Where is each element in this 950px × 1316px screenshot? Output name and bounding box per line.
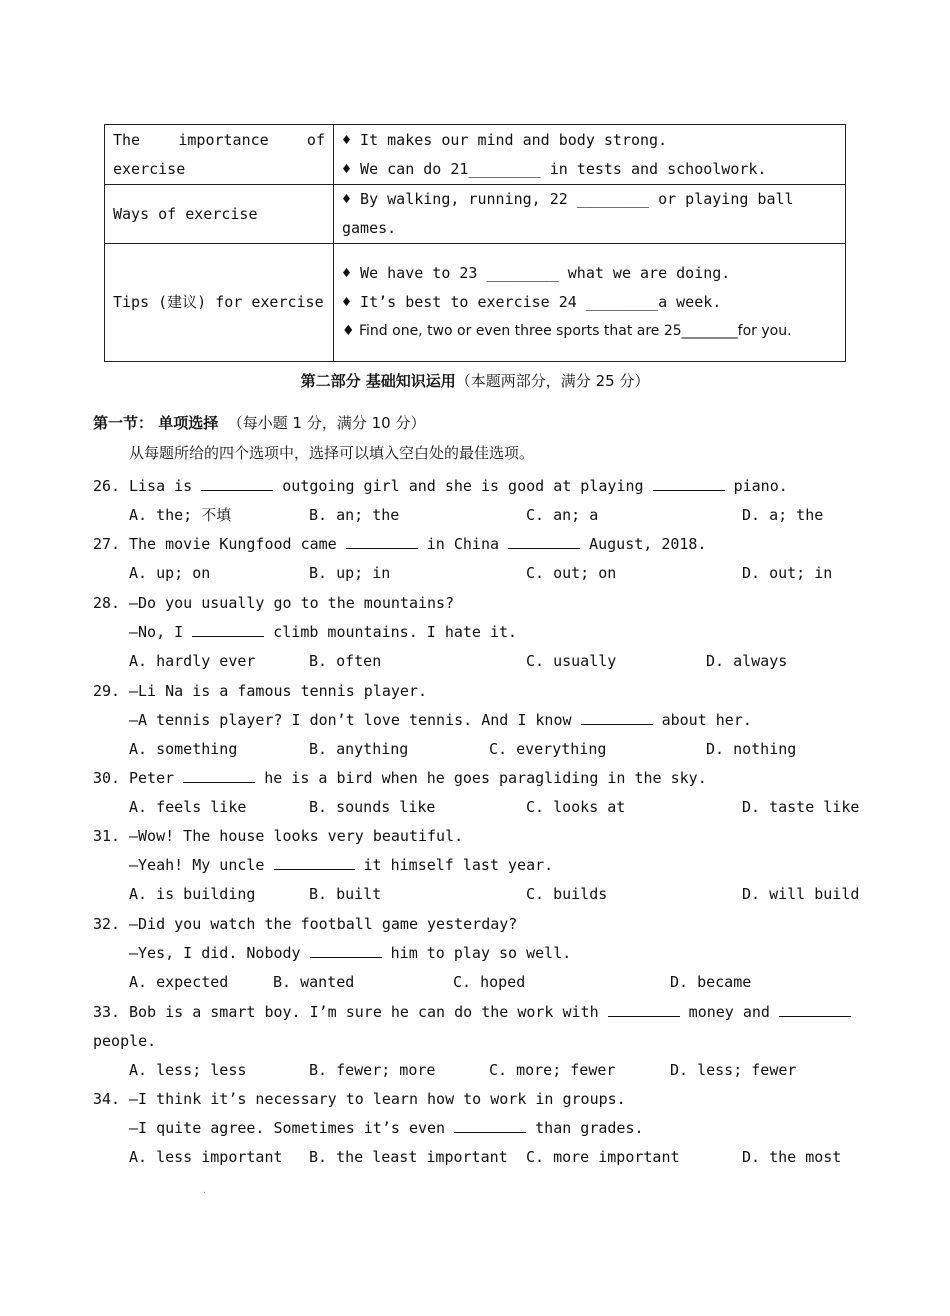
question-text: Peter he is a bird when he goes paragliding in the sky. [129, 764, 707, 793]
answer-option: C. looks at [526, 798, 626, 816]
question-text: —I quite agree. Sometimes it’s even than grades. [129, 1114, 644, 1143]
answer-option: A. less important [129, 1148, 283, 1166]
answer-option: B. wanted [273, 973, 355, 991]
answer-option: D. will build [742, 885, 860, 903]
answer-option: B. fewer; more [309, 1061, 436, 1079]
list-item: ♦ It makes our mind and body strong. [342, 130, 668, 149]
answer-blank [454, 1116, 526, 1133]
answer-option: A. something [129, 740, 238, 758]
row-content [334, 244, 846, 362]
answer-option: C. usually [526, 652, 617, 670]
answer-option: B. the least important [309, 1148, 508, 1166]
question-text: —I think it’s necessary to learn how to work in groups. [129, 1090, 626, 1108]
question-number: 28. [93, 594, 121, 612]
list-item: ♦ We can do 21________ in tests and schoolwork. [342, 159, 767, 178]
answer-option: A. the; 不填 [129, 506, 232, 524]
answer-blank [608, 1000, 680, 1017]
question-number: 33. [93, 1003, 121, 1021]
row-content [334, 185, 846, 244]
answer-option: D. less; fewer [670, 1061, 797, 1079]
answer-option: A. less; less [129, 1061, 247, 1079]
answer-option: C. builds [526, 885, 608, 903]
answer-option: B. anything [309, 740, 409, 758]
instruction: 从每题所给的四个选项中，选择可以填入空白处的最佳选项。 [129, 444, 535, 462]
answer-option: A. up; on [129, 564, 211, 582]
answer-blank [508, 532, 580, 549]
answer-option: C. out; on [526, 564, 617, 582]
answer-blank [201, 474, 273, 491]
list-item: ♦ Find one, two or even three sports that are 25________for you. [342, 323, 792, 339]
question-text: —A tennis player? I don’t love tennis. And I know about her. [129, 706, 752, 735]
list-item: ♦ It’s best to exercise 24 ________a week. [342, 293, 722, 311]
answer-option: B. up; in [309, 564, 391, 582]
answer-option: D. taste like [742, 798, 860, 816]
answer-option: A. expected [129, 973, 229, 991]
question-number: 32. [93, 915, 121, 933]
question-text: —Yes, I did. Nobody him to play so well. [129, 939, 571, 968]
answer-option: D. the most [742, 1148, 842, 1166]
question-text: Bob is a smart boy. I’m sure he can do the work with money and [129, 998, 851, 1027]
section-title [0, 370, 950, 392]
table-row [105, 244, 846, 362]
answer-blank [346, 532, 418, 549]
answer-option: A. hardly ever [129, 652, 256, 670]
answer-option: A. feels like [129, 798, 247, 816]
question-text: —No, I climb mountains. I hate it. [129, 618, 517, 647]
question-number: 26. [93, 477, 121, 495]
table-row [105, 185, 846, 244]
row-content [334, 125, 846, 185]
row-label-text: The importance of exercise [113, 130, 325, 178]
answer-option: D. a; the [742, 506, 824, 524]
answer-option: D. nothing [706, 740, 797, 758]
answer-option: B. often [309, 652, 382, 670]
question-number: 31. [93, 827, 121, 845]
answer-option: B. sounds like [309, 798, 436, 816]
answer-blank [779, 1000, 851, 1017]
table-row [105, 125, 846, 185]
question-text: —Yeah! My uncle it himself last year. [129, 851, 553, 880]
list-item: ♦ By walking, running, 22 ________ or playing ball games. [342, 190, 794, 237]
question-text: Lisa is outgoing girl and she is good at playing piano. [129, 472, 788, 501]
answer-option: C. more; fewer [489, 1061, 616, 1079]
answer-blank [192, 620, 264, 637]
section-title-rest: （本题两部分，满分 25 分） [455, 372, 650, 390]
question-text: The movie Kungfood came in China August, 2018. [129, 530, 707, 559]
row-label: Tips (建议) for exercise [105, 244, 334, 362]
question-text: people. [93, 1032, 157, 1050]
answer-option: B. an; the [309, 506, 400, 524]
answer-option: C. more important [526, 1148, 680, 1166]
sub-title-rest: （每小题 1 分，满分 10 分） [218, 414, 426, 432]
question-number: 27. [93, 535, 121, 553]
question-text: —Li Na is a famous tennis player. [129, 682, 428, 700]
answer-option: D. out; in [742, 564, 833, 582]
question-number: 30. [93, 769, 121, 787]
answer-option: C. hoped [453, 973, 526, 991]
answer-option: B. built [309, 885, 382, 903]
question-text: —Did you watch the football game yesterday? [129, 915, 518, 933]
answer-blank [183, 766, 255, 783]
answer-option: C. everything [489, 740, 607, 758]
answer-option: A. is building [129, 885, 256, 903]
answer-blank [310, 941, 382, 958]
page-mark: · [202, 1188, 207, 1197]
section-title-bold: 第二部分 基础知识运用 [300, 372, 456, 390]
answer-option: D. always [706, 652, 788, 670]
question-number: 29. [93, 682, 121, 700]
question-text: —Wow! The house looks very beautiful. [129, 827, 464, 845]
answer-option: C. an; a [526, 506, 599, 524]
question-text: —Do you usually go to the mountains? [129, 594, 455, 612]
exercise-tips-table [104, 124, 846, 362]
answer-blank [274, 853, 355, 870]
sub-section-title [93, 412, 425, 434]
sub-title-bold: 第一节： 单项选择 [93, 414, 219, 432]
answer-option: D. became [670, 973, 752, 991]
row-label [105, 125, 334, 185]
list-item: ♦ We have to 23 ________ what we are doing. [342, 264, 731, 282]
answer-blank [653, 474, 725, 491]
answer-blank [581, 708, 653, 725]
row-label: Ways of exercise [105, 185, 334, 244]
question-number: 34. [93, 1090, 121, 1108]
